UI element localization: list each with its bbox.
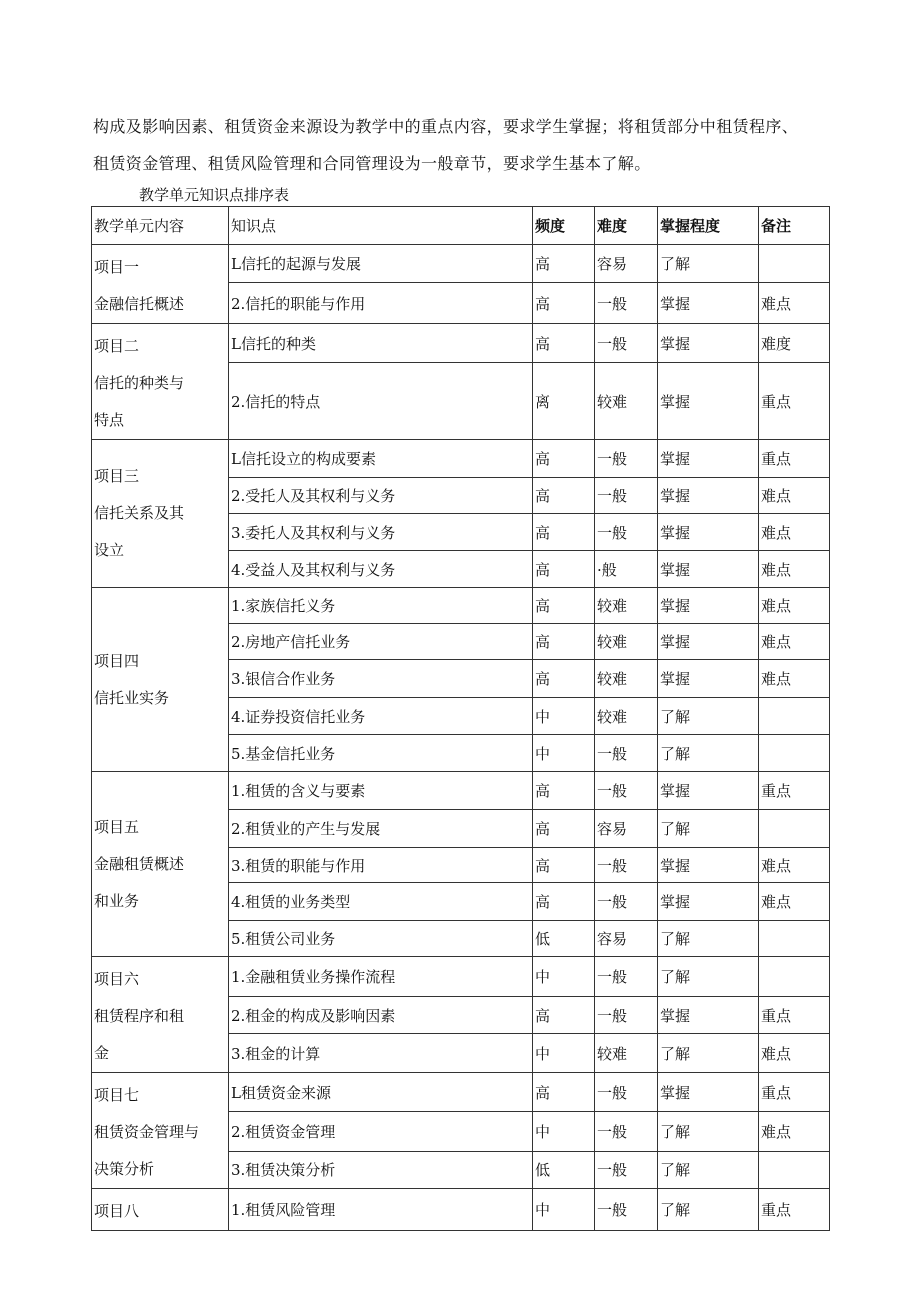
difficulty-cell: 容易 [595, 245, 658, 283]
unit-cell [92, 245, 229, 324]
point-cell: 3.租赁决策分析 [229, 1151, 533, 1188]
unit-line: 决策分析 [94, 1160, 155, 1178]
frequency-cell: 高 [533, 996, 595, 1034]
header-unit: 教学单元内容 [92, 207, 229, 245]
frequency-cell: 中 [533, 735, 595, 772]
table-header-row [92, 207, 830, 245]
difficulty-cell: 较难 [595, 363, 658, 440]
note-cell: 重点 [759, 772, 830, 810]
mastery-cell: 了解 [658, 1112, 759, 1151]
mastery-cell: 了解 [658, 1151, 759, 1188]
difficulty-cell: 一般 [595, 1151, 658, 1188]
header-note: 备注 [759, 207, 830, 245]
frequency-cell: 中 [533, 957, 595, 997]
note-cell: 难点 [759, 551, 830, 588]
unit-line: 项目三 [94, 467, 140, 485]
table-caption: 教学单元知识点排序表 [139, 186, 290, 204]
unit-line: 项目四 [94, 651, 140, 670]
point-cell: L信托的起源与发展 [229, 245, 533, 283]
header-difficulty: 难度 [595, 207, 658, 245]
unit-line: 金融租赁概述 [94, 854, 185, 873]
mastery-cell: 了解 [658, 957, 759, 997]
mastery-cell: 了解 [658, 1189, 759, 1231]
note-cell [759, 735, 830, 772]
frequency-cell: 低 [533, 921, 595, 957]
point-cell: 2.信托的特点 [229, 363, 533, 440]
note-cell: 重点 [759, 996, 830, 1034]
unit-cell [92, 1189, 229, 1231]
mastery-cell: 掌握 [658, 996, 759, 1034]
point-cell: L信托设立的构成要素 [229, 440, 533, 478]
difficulty-cell: 较难 [595, 698, 658, 735]
point-cell: 1.租赁风险管理 [229, 1189, 533, 1231]
point-cell: 4.受益人及其权利与义务 [229, 551, 533, 588]
frequency-cell: 中 [533, 698, 595, 735]
difficulty-cell: 容易 [595, 810, 658, 848]
unit-cell [92, 440, 229, 588]
difficulty-cell: 一般 [595, 283, 658, 324]
difficulty-cell: 一般 [595, 324, 658, 363]
note-cell [759, 921, 830, 957]
note-cell: 难点 [759, 478, 830, 514]
unit-line: 金融信托概述 [94, 295, 185, 313]
note-cell: 难点 [759, 883, 830, 921]
table-row [92, 772, 830, 810]
header-mastery: 掌握程度 [658, 207, 759, 245]
difficulty-cell: 一般 [595, 957, 658, 997]
frequency-cell: 高 [533, 478, 595, 514]
frequency-cell: 高 [533, 624, 595, 660]
intro-line-2: 租赁资金管理、租赁风险管理和合同管理设为一般章节，要求学生基本了解。 [93, 154, 651, 173]
mastery-cell: 掌握 [658, 363, 759, 440]
unit-line: 项目二 [94, 337, 140, 355]
mastery-cell: 掌握 [658, 772, 759, 810]
mastery-cell: 了解 [658, 1034, 759, 1073]
note-cell [759, 698, 830, 735]
unit-line: 租赁资金管理与 [94, 1123, 200, 1141]
difficulty-cell: 一般 [595, 735, 658, 772]
frequency-cell: 中 [533, 1189, 595, 1231]
mastery-cell: 掌握 [658, 660, 759, 698]
note-cell [759, 1151, 830, 1188]
mastery-cell: 了解 [658, 245, 759, 283]
frequency-cell: 高 [533, 245, 595, 283]
table-row [92, 1189, 830, 1231]
note-cell: 难点 [759, 283, 830, 324]
difficulty-cell: 一般 [595, 883, 658, 921]
frequency-cell: 高 [533, 588, 595, 624]
unit-line: 项目五 [94, 817, 140, 836]
unit-line: 特点 [94, 411, 125, 429]
unit-cell [92, 772, 229, 957]
mastery-cell: 了解 [658, 921, 759, 957]
frequency-cell: 高 [533, 551, 595, 588]
unit-line: 信托关系及其 [94, 504, 185, 522]
difficulty-cell: 容易 [595, 921, 658, 957]
difficulty-cell: 一般 [595, 1189, 658, 1231]
mastery-cell: 了解 [658, 698, 759, 735]
note-cell: 重点 [759, 363, 830, 440]
note-cell [759, 957, 830, 997]
point-cell: 4.租赁的业务类型 [229, 883, 533, 921]
point-cell: 2.受托人及其权利与义务 [229, 478, 533, 514]
mastery-cell: 掌握 [658, 883, 759, 921]
table-row [92, 324, 830, 363]
frequency-cell: 高 [533, 283, 595, 324]
mastery-cell: 了解 [658, 735, 759, 772]
point-cell: L信托的种类 [229, 324, 533, 363]
point-cell: 1.租赁的含义与要素 [229, 772, 533, 810]
point-cell: 2.租金的构成及影响因素 [229, 996, 533, 1034]
mastery-cell: 掌握 [658, 624, 759, 660]
intro-paragraph [93, 108, 833, 182]
unit-line: 项目七 [94, 1086, 140, 1104]
point-cell: 3.银信合作业务 [229, 660, 533, 698]
mastery-cell: 掌握 [658, 514, 759, 551]
frequency-cell: 高 [533, 324, 595, 363]
note-cell: 重点 [759, 1189, 830, 1231]
point-cell: 5.租赁公司业务 [229, 921, 533, 957]
difficulty-cell: 一般 [595, 848, 658, 883]
unit-line: 和业务 [94, 891, 140, 910]
difficulty-cell: 较难 [595, 660, 658, 698]
point-cell: 4.证券投资信托业务 [229, 698, 533, 735]
point-cell: 3.租金的计算 [229, 1034, 533, 1073]
note-cell [759, 810, 830, 848]
unit-line: 设立 [94, 541, 125, 559]
point-cell: 2.房地产信托业务 [229, 624, 533, 660]
unit-cell [92, 1073, 229, 1189]
difficulty-cell: 一般 [595, 1073, 658, 1112]
point-cell: 1.金融租赁业务操作流程 [229, 957, 533, 997]
frequency-cell: 中 [533, 1112, 595, 1151]
difficulty-cell: 一般 [595, 1112, 658, 1151]
unit-line: 信托业实务 [94, 688, 170, 707]
point-cell: 5.基金信托业务 [229, 735, 533, 772]
difficulty-cell: 较难 [595, 1034, 658, 1073]
difficulty-cell: 较难 [595, 588, 658, 624]
table-row [92, 588, 830, 624]
note-cell: 难点 [759, 624, 830, 660]
mastery-cell: 掌握 [658, 440, 759, 478]
mastery-cell: 掌握 [658, 324, 759, 363]
note-cell: 难点 [759, 660, 830, 698]
mastery-cell: 掌握 [658, 478, 759, 514]
difficulty-cell: 一般 [595, 514, 658, 551]
difficulty-cell: ·般 [595, 551, 658, 588]
mastery-cell: 掌握 [658, 283, 759, 324]
mastery-cell: 了解 [658, 810, 759, 848]
note-cell: 重点 [759, 1073, 830, 1112]
frequency-cell: 高 [533, 440, 595, 478]
mastery-cell: 掌握 [658, 588, 759, 624]
note-cell: 难点 [759, 1112, 830, 1151]
mastery-cell: 掌握 [658, 848, 759, 883]
difficulty-cell: 一般 [595, 772, 658, 810]
note-cell: 难点 [759, 588, 830, 624]
unit-line: 信托的种类与 [94, 374, 185, 392]
header-point: 知识点 [229, 207, 533, 245]
frequency-cell: 中 [533, 1034, 595, 1073]
note-cell: 重点 [759, 440, 830, 478]
point-cell: 2.租赁业的产生与发展 [229, 810, 533, 848]
unit-line: 项目八 [94, 1202, 140, 1220]
frequency-cell: 离 [533, 363, 595, 440]
note-cell: 难点 [759, 1034, 830, 1073]
frequency-cell: 高 [533, 883, 595, 921]
frequency-cell: 高 [533, 772, 595, 810]
intro-line-1: 构成及影响因素、租赁资金来源设为教学中的重点内容，要求学生掌握；将租赁部分中租赁程序、 [93, 117, 799, 136]
note-cell: 难点 [759, 514, 830, 551]
frequency-cell: 高 [533, 848, 595, 883]
table-row [92, 1073, 830, 1112]
unit-line: 租赁程序和租 [94, 1007, 185, 1025]
point-cell: 2.信托的职能与作用 [229, 283, 533, 324]
frequency-cell: 高 [533, 810, 595, 848]
difficulty-cell: 一般 [595, 440, 658, 478]
difficulty-cell: 较难 [595, 624, 658, 660]
frequency-cell: 高 [533, 660, 595, 698]
difficulty-cell: 一般 [595, 478, 658, 514]
mastery-cell: 掌握 [658, 551, 759, 588]
unit-line: 金 [94, 1044, 110, 1062]
knowledge-point-table [91, 206, 830, 1231]
unit-cell [92, 588, 229, 772]
note-cell: 难点 [759, 848, 830, 883]
unit-cell [92, 324, 229, 440]
header-frequency: 频度 [533, 207, 595, 245]
table-row [92, 245, 830, 283]
frequency-cell: 高 [533, 514, 595, 551]
point-cell: 1.家族信托义务 [229, 588, 533, 624]
table-row [92, 440, 830, 478]
unit-line: 项目一 [94, 258, 140, 276]
unit-line: 项目六 [94, 970, 140, 988]
mastery-cell: 掌握 [658, 1073, 759, 1112]
point-cell: 3.租赁的职能与作用 [229, 848, 533, 883]
frequency-cell: 低 [533, 1151, 595, 1188]
note-cell: 难度 [759, 324, 830, 363]
point-cell: 2.租赁资金管理 [229, 1112, 533, 1151]
table-row [92, 957, 830, 997]
point-cell: 3.委托人及其权利与义务 [229, 514, 533, 551]
point-cell: L租赁资金来源 [229, 1073, 533, 1112]
frequency-cell: 高 [533, 1073, 595, 1112]
note-cell [759, 245, 830, 283]
unit-cell [92, 957, 229, 1073]
difficulty-cell: 一般 [595, 996, 658, 1034]
